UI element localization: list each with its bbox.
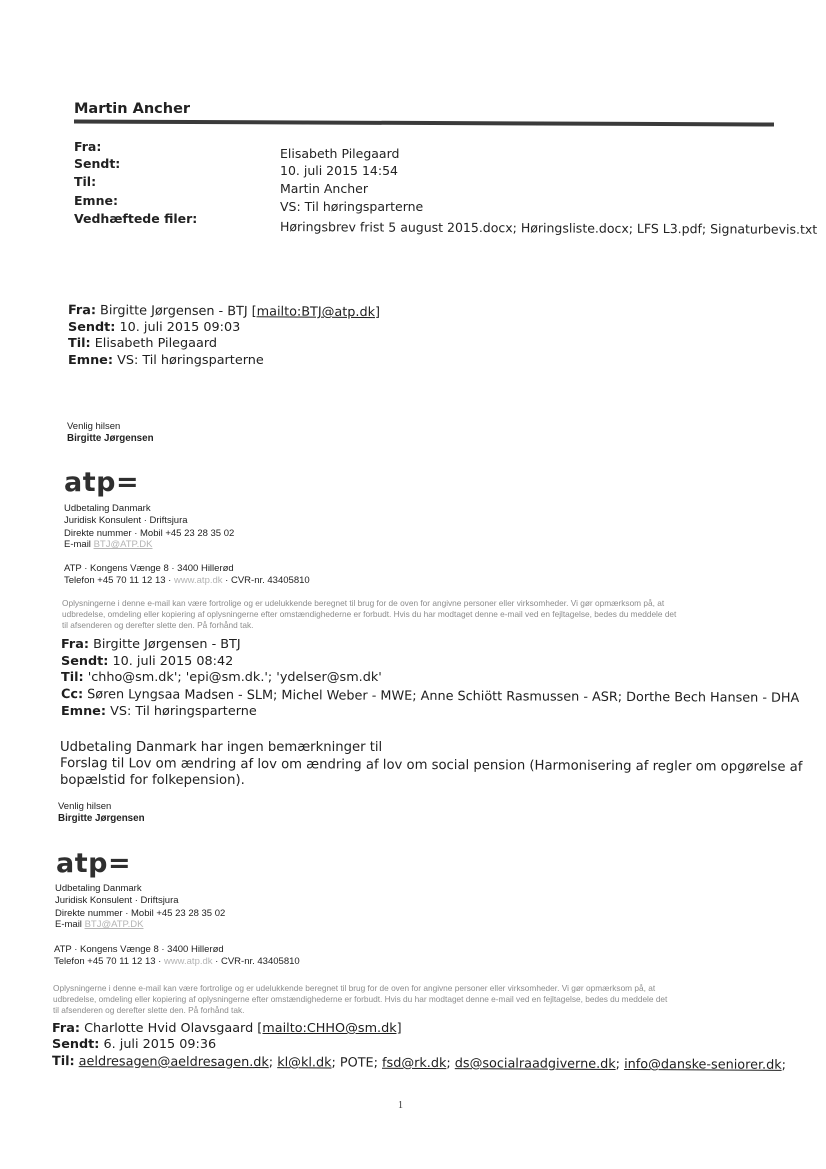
label-fra: Fra: (74, 139, 102, 154)
msg2-from-value: Birgitte Jørgensen - BTJ (93, 637, 241, 652)
sig1-cvr: · CVR-nr. 43405810 (225, 575, 310, 586)
msg2-sent (61, 654, 233, 669)
value-fra: Elisabeth Pilegaard (280, 146, 400, 161)
msg2-to (61, 670, 382, 685)
msg2-sent-value: 10. juli 2015 08:42 (112, 654, 234, 669)
sig2-title: Juridisk Konsulent · Driftsjura (55, 895, 179, 906)
sig2-email (55, 919, 143, 930)
sig2-org: Udbetaling Danmark (55, 883, 142, 894)
msg2-to-label: Til: (61, 670, 84, 685)
msg2-from-label: Fra: (61, 637, 89, 652)
label-attachments: Vedhæftede filer: (74, 211, 198, 226)
msg2-signer: Birgitte Jørgensen (58, 813, 145, 824)
atp-logo: atp= (64, 467, 140, 498)
msg2-sent-label: Sendt: (61, 654, 109, 669)
sig1-phone-web (64, 575, 310, 586)
value-emne: VS: Til høringsparterne (280, 199, 424, 214)
sig2-disclaimer-line-1: Oplysningerne i denne e-mail kan være fortrolige og er udelukkende beregnet til brug for de oven for angivne personer eller virksomheder. Vi gør opmærksom på, at (53, 983, 656, 993)
msg1-to-value: Elisabeth Pilegaard (94, 336, 217, 351)
sig2-phone-web (54, 956, 300, 967)
msg3-from-label: Fra: (52, 1021, 80, 1036)
msg1-subject (68, 353, 264, 368)
msg3-from (52, 1021, 402, 1036)
msg3-to-label: Til: (51, 1054, 75, 1070)
msg3-to: Til: aeldresagen@aeldresagen.dk; kl@kl.dk; POTE; fsd@rk.dk; ds@socialraadgiverne.dk; info@danske-seniorer.dk; (51, 1054, 786, 1073)
msg3-to-kl[interactable]: kl@kl.dk (277, 1055, 332, 1071)
sig2-email-link[interactable]: BTJ@ATP.DK (84, 919, 144, 930)
sig1-title: Juridisk Konsulent · Driftsjura (64, 515, 188, 526)
sig2-disclaimer-line-2: udbredelse, omdeling eller kopiering af oplysningerne efter omstændighederne er forbudt. Hvis du har modtaget denne e-mail ved en fejltagelse, bedes du meddele det (53, 994, 668, 1004)
sig1-disclaimer-line-3: til afsenderen og derefter slette den. På forhånd tak. (62, 620, 254, 630)
label-emne: Emne: (74, 193, 118, 208)
msg2-subject-value: VS: Til høringsparterne (110, 704, 257, 719)
sig1-email-label: E-mail (64, 539, 91, 550)
msg1-signer: Birgitte Jørgensen (67, 433, 154, 444)
msg1-subject-value: VS: Til høringsparterne (117, 353, 264, 368)
msg3-from-link[interactable]: [mailto:CHHO@sm.dk] (257, 1021, 402, 1036)
msg1-sent (68, 320, 240, 335)
sig1-phone: Direkte nummer · Mobil +45 23 28 35 02 (64, 528, 235, 539)
atp-logo-2: atp= (56, 848, 132, 879)
sig1-disclaimer-line-2: udbredelse, omdeling eller kopiering af oplysningerne efter omstændighederne er forbudt. Hvis du har modtaget denne e-mail ved en fejltagelse, bedes du meddele det (62, 609, 677, 619)
msg3-to-fsd[interactable]: fsd@rk.dk (382, 1055, 447, 1072)
msg3-to-ds[interactable]: ds@socialraadgiverne.dk (454, 1056, 616, 1072)
msg2-body-line-1: Udbetaling Danmark har ingen bemærkninger til (60, 740, 383, 755)
msg3-sent-label: Sendt: (52, 1037, 100, 1052)
msg2-subject (61, 704, 257, 719)
sig1-disclaimer-line-1: Oplysningerne i denne e-mail kan være fortrolige og er udelukkende beregnet til brug for de oven for angivne personer eller virksomheder. Vi gør opmærksom på, at (62, 598, 665, 608)
msg3-sent (52, 1037, 216, 1052)
sig2-telefon: Telefon +45 70 11 12 13 · (54, 956, 162, 967)
msg3-sent-value: 6. juli 2015 09:36 (103, 1037, 217, 1052)
sig2-disclaimer-line-3: til afsenderen og derefter slette den. På forhånd tak. (53, 1005, 245, 1015)
sig1-email-link[interactable]: BTJ@ATP.DK (93, 539, 153, 550)
msg1-from (68, 303, 380, 320)
label-til: Til: (74, 174, 97, 189)
msg2-subject-label: Emne: (61, 704, 106, 719)
msg3-to-pote: POTE (339, 1055, 374, 1071)
page-number: 1 (398, 1100, 403, 1111)
sig1-telefon: Telefon +45 70 11 12 13 · (64, 575, 172, 586)
msg1-greeting: Venlig hilsen (67, 421, 121, 432)
msg2-cc-value: Søren Lyngsaa Madsen - SLM; Michel Weber - MWE; Anne Schiött Rasmussen - ASR; Dorthe Bech Hansen - DHA (87, 687, 800, 706)
sig1-email (64, 539, 152, 550)
msg1-sent-label: Sendt: (68, 320, 116, 335)
msg1-to (68, 336, 217, 351)
sig1-org: Udbetaling Danmark (64, 503, 151, 514)
msg2-to-value: 'chho@sm.dk'; 'epi@sm.dk.'; 'ydelser@sm.dk' (87, 670, 382, 685)
sig2-cvr: · CVR-nr. 43405810 (215, 956, 300, 967)
header-rule (74, 119, 774, 126)
msg1-subject-label: Emne: (68, 353, 113, 368)
msg3-from-value: Charlotte Hvid Olavsgaard (84, 1021, 254, 1036)
msg2-body-line-2: Forslag til Lov om ændring af lov om ændring af lov om social pension (Harmonisering af regler om opgørelse af (59, 756, 803, 775)
sig2-address: ATP · Kongens Vænge 8 · 3400 Hillerød (54, 944, 224, 955)
sig1-address: ATP · Kongens Vænge 8 · 3400 Hillerød (64, 563, 234, 574)
msg2-greeting: Venlig hilsen (58, 801, 112, 812)
sig2-phone: Direkte nummer · Mobil +45 23 28 35 02 (55, 908, 226, 919)
msg1-from-link[interactable]: [mailto:BTJ@atp.dk] (251, 304, 381, 321)
label-sendt: Sendt: (74, 156, 121, 171)
value-sendt: 10. juli 2015 14:54 (280, 163, 398, 178)
msg3-to-danske-seniorer[interactable]: info@danske-seniorer.dk (624, 1056, 782, 1073)
msg1-from-value: Birgitte Jørgensen - BTJ (100, 303, 248, 320)
msg2-from (61, 637, 241, 652)
sig2-email-label: E-mail (55, 919, 82, 930)
msg1-from-label: Fra: (67, 303, 97, 319)
msg2-cc-label: Cc: (60, 687, 84, 703)
msg1-to-label: Til: (68, 336, 91, 351)
msg2-body-line-3: bopælstid for folkepension). (60, 773, 245, 788)
msg1-sent-value: 10. juli 2015 09:03 (119, 320, 241, 335)
sig1-web-link[interactable]: www.atp.dk (173, 575, 223, 586)
recipient-name: Martin Ancher (74, 101, 191, 117)
value-til: Martin Ancher (280, 181, 368, 196)
sig2-web-link[interactable]: www.atp.dk (163, 956, 213, 967)
msg3-to-aeldresagen[interactable]: aeldresagen@aeldresagen.dk (78, 1054, 269, 1071)
value-attachments: Høringsbrev frist 5 august 2015.docx; Høringsliste.docx; LFS L3.pdf; Signaturbevis.txt (279, 219, 818, 237)
